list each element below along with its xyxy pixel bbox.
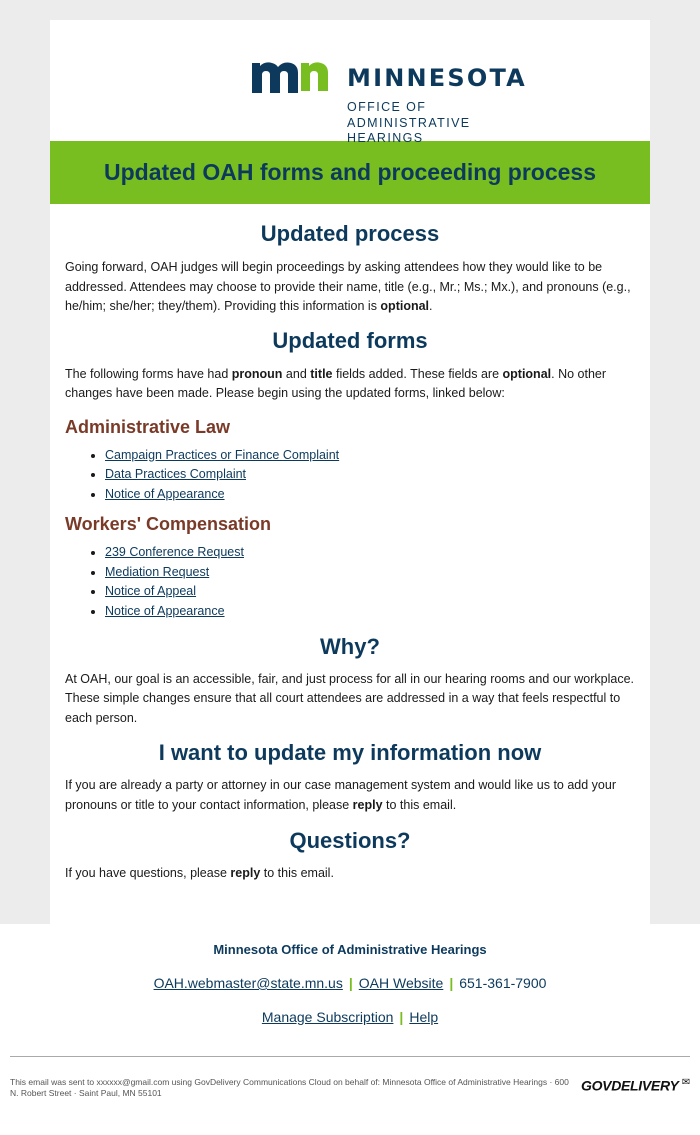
footer-legal [0,1057,700,1097]
footer-subscription-links [0,1009,700,1025]
admin-law-heading: Administrative Law [65,416,231,437]
questions-text: If you have questions, please [65,866,231,881]
process-text: Going forward, OAH judges will begin proceedings by asking attendees how they would like to be addressed. Attendees may choose to provide their name, title (e.g., Mr.; Ms.; Mx.), and pronouns (e.g., he/him; she/her; they/them). Providing this information is [65,260,631,313]
questions-heading: Questions? [289,828,411,854]
questions-paragraph [65,864,635,884]
forms-bold-optional: optional [502,366,552,381]
form-link-notice-appeal[interactable]: Notice of Appeal [105,584,197,599]
form-link-notice-appearance-wc[interactable]: Notice of Appearance [105,604,225,619]
govdelivery-text: GOVDELIVERY [580,1077,679,1094]
footer-org-name: Minnesota Office of Administrative Hearings [213,942,487,957]
logo-sub-line: ADMINISTRATIVE [347,115,471,130]
forms-text: and [282,366,311,381]
forms-heading: Updated forms [272,327,428,353]
govdelivery-logo [581,1077,690,1094]
footer [0,942,700,1097]
footer-email-link[interactable]: OAH.webmaster@state.mn.us [153,975,343,991]
list-item [105,543,635,563]
process-heading: Updated process [260,221,440,246]
title-banner [50,141,650,204]
admin-law-list [65,446,635,505]
workers-comp-heading: Workers' Compensation [65,514,271,535]
legal-text: This email was sent to xxxxxx@gmail.com using GovDelivery Communications Cloud on behalf of: Minnesota Office of Administrative Hearings · 600 N. Robert Street · Saint Paul, MN 55101 [10,1077,569,1098]
update-info-heading: I want to update my information now [158,740,542,766]
update-info-reply: reply [352,797,383,812]
form-link-notice-appearance[interactable]: Notice of Appearance [105,486,225,501]
forms-bold-title: title [310,366,333,381]
footer-separator: | [449,975,454,991]
update-info-text-end: to this email. [382,797,457,812]
list-item [105,602,635,622]
forms-paragraph [65,365,635,404]
questions-reply: reply [230,866,261,881]
form-link-mediation[interactable]: Mediation Request [105,564,210,579]
list-item [105,446,635,466]
envelope-icon: ✉ [681,1077,690,1088]
manage-subscription-link[interactable]: Manage Subscription [261,1009,394,1025]
footer-separator: | [348,975,353,991]
list-item [105,485,635,505]
form-link-campaign-complaint[interactable]: Campaign Practices or Finance Complaint [105,447,340,462]
forms-bold-pronoun: pronoun [231,366,283,381]
workers-comp-list [65,543,635,621]
why-heading: Why? [320,633,380,659]
footer-website-link[interactable]: OAH Website [358,975,444,991]
questions-text-end: to this email. [260,866,334,881]
forms-text: fields added. These fields are [332,366,503,381]
forms-text: . No other changes have been made. Please begin using the updated forms, linked below: [65,366,607,400]
list-item [105,563,635,583]
logo-sub-line: OFFICE OF [347,100,427,114]
form-link-239-conference[interactable]: 239 Conference Request [105,545,244,560]
email-card [50,20,650,924]
logo-sub-line: HEARINGS [347,131,424,145]
help-link[interactable]: Help [409,1009,439,1025]
banner-title: Updated OAH forms and proceeding process [103,159,597,185]
process-text-end: . [429,299,433,313]
why-paragraph: At OAH, our goal is an accessible, fair, and just process for all in our hearing rooms and our workplace. These simple changes ensure that all court attendees are addressed in a way that feels respectful to each person. [65,671,635,725]
footer-separator: | [399,1009,404,1025]
form-link-data-practices[interactable]: Data Practices Complaint [105,467,247,482]
process-optional: optional [380,299,430,313]
email-content [50,221,650,884]
logo-subtitle [347,100,471,147]
footer-phone: 651-361-7900 [459,975,547,991]
update-info-text: If you are already a party or attorney in our case management system and would like us to add your pronouns or title to your contact information, please [65,778,616,812]
logo-title: MINNESOTA [347,64,527,92]
forms-text: The following forms have had [65,366,232,381]
process-paragraph [65,258,635,317]
header-logo [50,20,650,145]
list-item [105,465,635,485]
update-info-paragraph [65,776,635,815]
footer-contact-links [0,975,700,991]
list-item [105,582,635,602]
mn-logo-icon [252,60,330,94]
